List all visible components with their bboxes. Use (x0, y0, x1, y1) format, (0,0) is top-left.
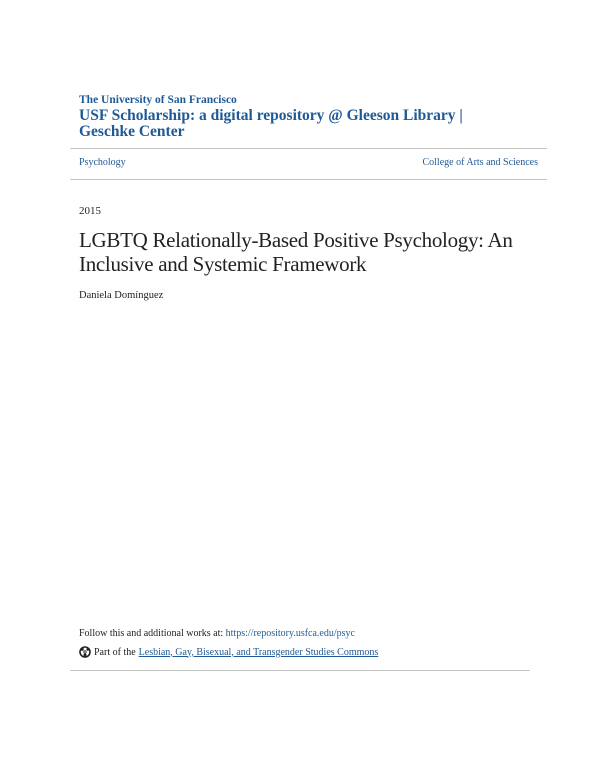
commons-link[interactable]: Lesbian, Gay, Bisexual, and Transgender Studies Commons (138, 646, 379, 658)
divider-middle (70, 179, 547, 180)
commons-network-icon (79, 646, 91, 658)
part-of-text: Part of the (94, 646, 136, 658)
follow-url-link[interactable]: https://repository.usfca.edu/psyc (225, 628, 355, 639)
repository-header (79, 94, 509, 140)
publication-year: 2015 (79, 205, 101, 217)
institution-name[interactable]: The University of San Francisco (79, 94, 237, 106)
part-of-line (79, 646, 378, 658)
divider-bottom (70, 670, 530, 671)
author-name: Daniela Domínguez (79, 290, 164, 301)
collection-link-arts-sciences[interactable]: College of Arts and Sciences (422, 157, 538, 168)
repository-title[interactable]: USF Scholarship: a digital repository @ Gleeson Library | Geschke Center (79, 107, 463, 140)
follow-line (79, 628, 355, 639)
collection-link-psychology[interactable]: Psychology (79, 157, 126, 168)
divider-top (70, 148, 547, 149)
document-title: LGBTQ Relationally-Based Positive Psychology: An Inclusive and Systemic Framework (79, 228, 513, 276)
follow-text: Follow this and additional works at: (79, 628, 224, 639)
